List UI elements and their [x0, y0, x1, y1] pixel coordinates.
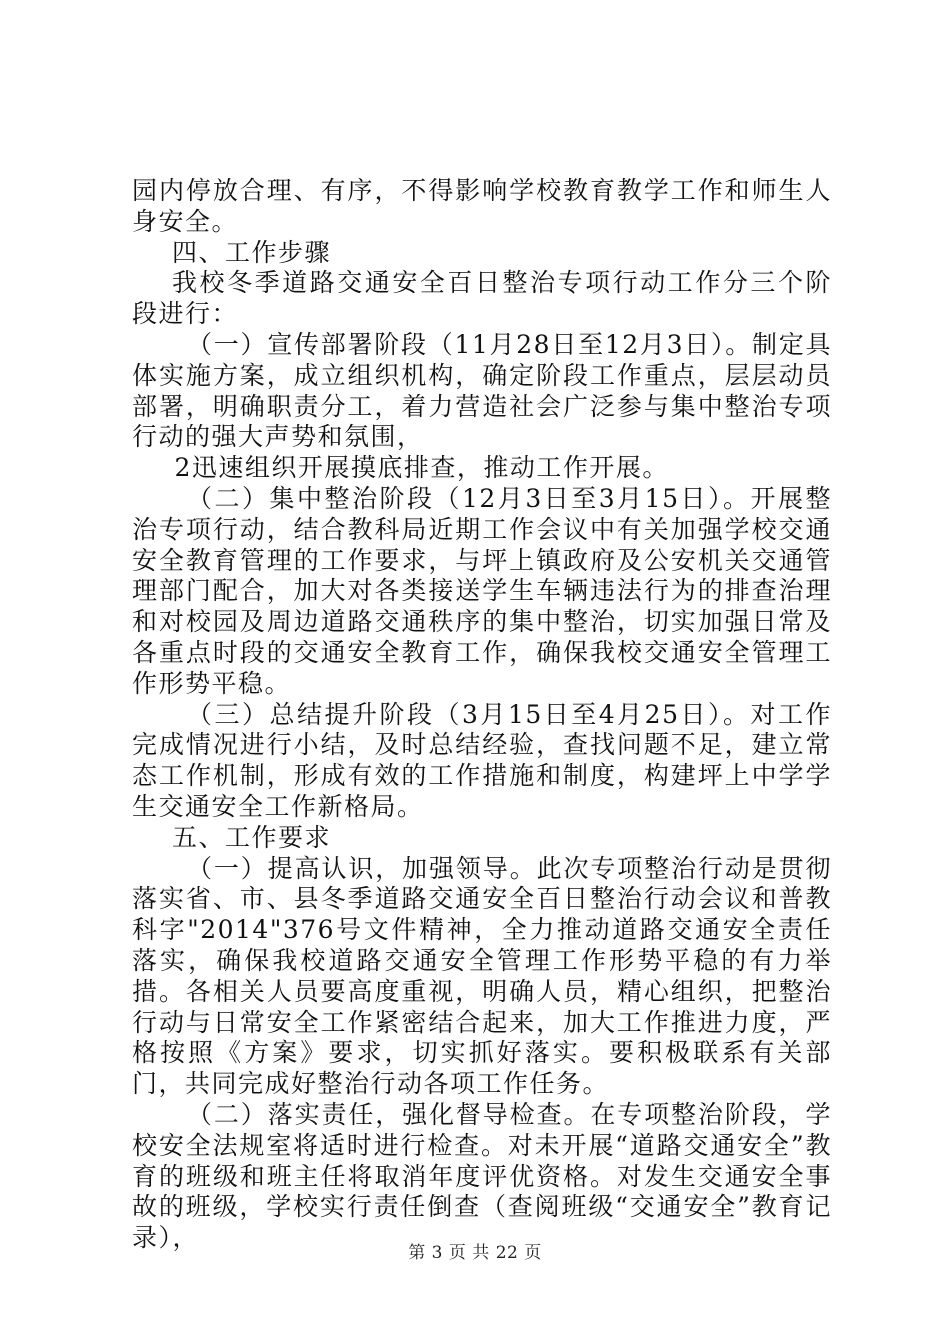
paragraph-stages-intro: 我校冬季道路交通安全百日整治专项行动工作分三个阶段进行：: [132, 268, 832, 329]
paragraph-requirement-one: （一）提高认识，加强领导。此次专项整治行动是贯彻落实省、市、县冬季道路交通安全百日整治行动会议和普教科字"2014"376号文件精神，全力推动道路交通安全责任落实，确保我校道路交通安全管理工作形势平稳的有力举措。各相关人员要高度重视，明确人员，精心组织，把整治行动与日常安全工作紧密结合起来，加大工作推进力度，严格按照《方案》要求，切实抓好落实。要积极联系有关部门，共同完成好整治行动各项工作任务。: [132, 853, 832, 1099]
page-footer: [0, 1238, 950, 1263]
paragraph-investigation: 2迅速组织开展摸底排查，推动工作开展。: [174, 453, 669, 483]
paragraph-requirement-two: （二）落实责任，强化督导检查。在专项整治阶段，学校安全法规室将适时进行检查。对未开展“道路交通安全”教育的班级和班主任将取消年度评优资格。对发生交通安全事故的班级，学校实行责任倒查（查阅班级“交通安全”教育记录），: [132, 1099, 832, 1253]
paragraph-stage-three: （三）总结提升阶段（3月15日至4月25日）。对工作完成情况进行小结，及时总结经验，查找问题不足，建立常态工作机制，形成有效的工作措施和制度，构建坪上中学学生交通安全工作新格局。: [132, 699, 832, 821]
section-heading-work-requirements: 五、工作要求: [172, 822, 332, 852]
paragraph-stage-one: （一）宣传部署阶段（11月28日至12月3日）。制定具体实施方案，成立组织机构，确定阶段工作重点，层层动员部署，明确职责分工，着力营造社会广泛参与集中整治专项行动的强大声势和氛围，: [132, 329, 832, 452]
section-heading-work-steps: 四、工作步骤: [172, 237, 332, 267]
paragraph-stage-two: （二）集中整治阶段（12月3日至3月15日）。开展整治专项行动，结合教科局近期工作会议中有关加强学校交通安全教育管理的工作要求，与坪上镇政府及公安机关交通管理部门配合，加大对各类接送学生车辆违法行为的排查治理和对校园及周边道路交通秩序的集中整治，切实加强日常及各重点时段的交通安全教育工作，确保我校交通安全管理工作形势平稳。: [132, 483, 832, 698]
page-number-label: 第 3 页 共 22 页: [408, 1243, 542, 1263]
paragraph-continuation: 园内停放合理、有序，不得影响学校教育教学工作和师生人身安全。: [132, 176, 832, 236]
document-body: [132, 176, 832, 1254]
